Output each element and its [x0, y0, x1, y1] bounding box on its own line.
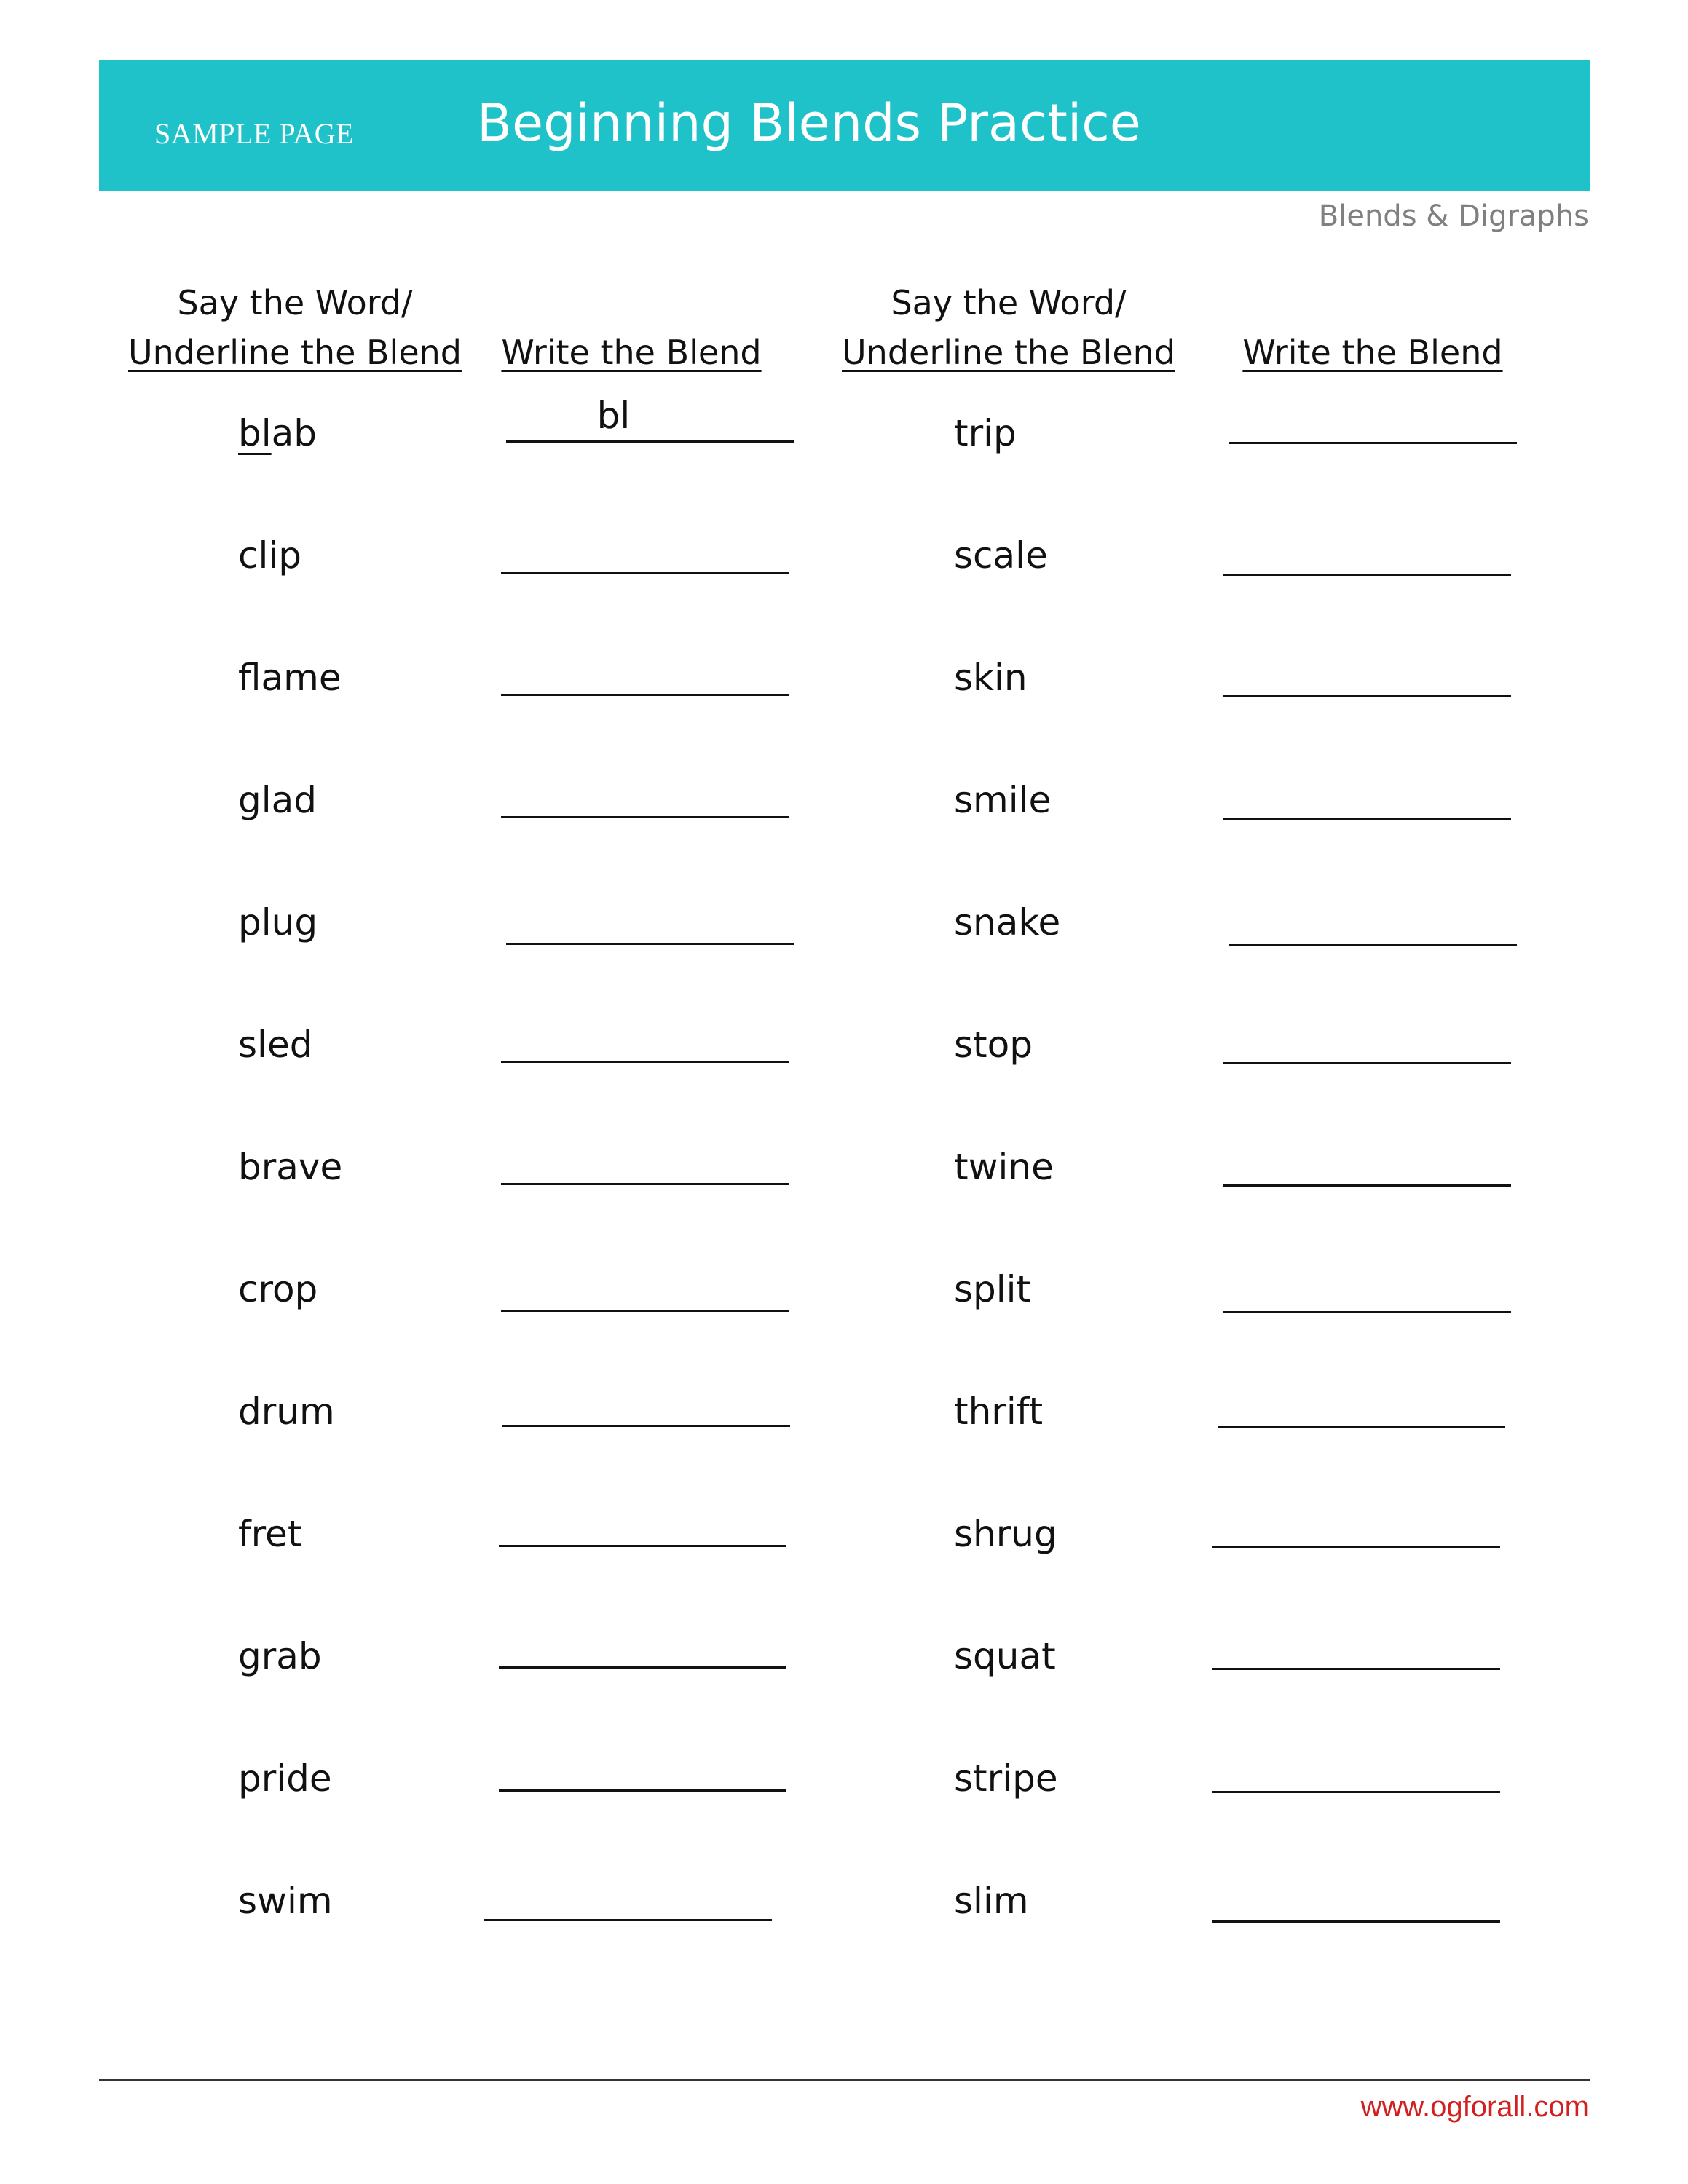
word-remainder: ab [271, 412, 318, 454]
footer-website: www.ogforall.com [1360, 2091, 1589, 2123]
left-word-2: clip [238, 534, 302, 577]
right-word-3: skin [954, 657, 1028, 699]
left-word-11: grab [238, 1635, 322, 1677]
left-word-12: pride [238, 1757, 332, 1800]
right-word-9: thrift [954, 1390, 1044, 1433]
right-answer-line-10[interactable] [1212, 1546, 1500, 1548]
right-answer-line-2[interactable] [1223, 574, 1511, 576]
left-answer-line-12[interactable] [499, 1789, 786, 1792]
example-answer: bl [596, 395, 631, 437]
left-answer-line-5[interactable] [506, 943, 794, 945]
left-word-1 [238, 411, 317, 455]
right-answer-line-5[interactable] [1229, 944, 1517, 946]
right-word-13: slim [954, 1880, 1029, 1922]
right-answer-line-8[interactable] [1223, 1311, 1511, 1313]
right-word-2: scale [954, 534, 1048, 577]
left-answer-line-13[interactable] [484, 1919, 772, 1921]
left-word-6: sled [238, 1024, 313, 1066]
right-word-6: stop [954, 1024, 1033, 1066]
sample-page-label: SAMPLE PAGE [154, 117, 355, 150]
right-answer-line-6[interactable] [1223, 1062, 1511, 1064]
right-word-12: stripe [954, 1757, 1058, 1800]
left-answer-line-6[interactable] [501, 1061, 789, 1063]
left-answer-line-8[interactable] [501, 1310, 789, 1312]
left-write-column-header [489, 328, 773, 377]
left-word-9: drum [238, 1390, 335, 1433]
left-word-column-header [124, 278, 466, 377]
right-answer-line-7[interactable] [1223, 1184, 1511, 1187]
left-answer-line-4[interactable] [501, 816, 789, 818]
right-word-4: smile [954, 779, 1052, 821]
right-answer-line-4[interactable] [1223, 818, 1511, 820]
right-write-the-blend-label: Write the Blend [1242, 333, 1503, 372]
left-write-the-blend-label: Write the Blend [501, 333, 762, 372]
left-word-13: swim [238, 1880, 333, 1922]
left-answer-line-3[interactable] [501, 694, 789, 696]
right-word-11: squat [954, 1635, 1056, 1677]
left-word-5: plug [238, 901, 318, 943]
right-word-5: snake [954, 901, 1061, 943]
right-underline-the-blend-label: Underline the Blend [842, 333, 1175, 372]
right-write-column-header [1231, 328, 1515, 377]
right-answer-line-9[interactable] [1218, 1426, 1505, 1428]
right-word-7: twine [954, 1146, 1054, 1188]
left-underline-the-blend-label: Underline the Blend [128, 333, 462, 372]
left-say-the-word-label: Say the Word/ [177, 283, 413, 323]
left-answer-line-9[interactable] [502, 1425, 790, 1427]
right-word-8: split [954, 1268, 1031, 1310]
left-answer-line-2[interactable] [501, 572, 789, 574]
right-word-10: shrug [954, 1513, 1057, 1555]
left-answer-line-11[interactable] [499, 1666, 786, 1669]
left-answer-line-10[interactable] [499, 1545, 786, 1547]
left-word-10: fret [238, 1513, 302, 1555]
left-word-8: crop [238, 1268, 318, 1310]
page-title: Beginning Blends Practice [477, 93, 1141, 153]
right-answer-line-11[interactable] [1212, 1668, 1500, 1670]
left-answer-line-1[interactable] [506, 440, 794, 443]
right-answer-line-1[interactable] [1229, 442, 1517, 444]
left-word-3: flame [238, 657, 342, 699]
page-subtitle: Blends & Digraphs [1318, 199, 1589, 233]
right-answer-line-12[interactable] [1212, 1791, 1500, 1793]
right-answer-line-13[interactable] [1212, 1920, 1500, 1923]
left-word-7: brave [238, 1146, 343, 1188]
right-say-the-word-label: Say the Word/ [891, 283, 1127, 323]
footer-divider [99, 2079, 1590, 2081]
left-word-4: glad [238, 779, 318, 821]
right-word-column-header [837, 278, 1180, 377]
right-word-1: trip [954, 412, 1017, 454]
underlined-blend: bl [238, 412, 272, 454]
left-answer-line-7[interactable] [501, 1183, 789, 1185]
right-answer-line-3[interactable] [1223, 695, 1511, 697]
